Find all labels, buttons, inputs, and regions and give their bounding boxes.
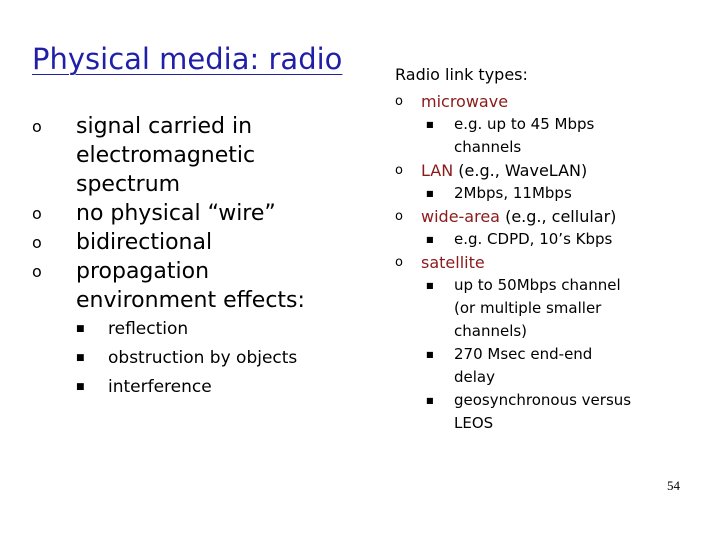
circle-bullet-icon: o [32,204,42,223]
subbullet-text: interference [108,377,212,397]
bullet-line: electromagnetic [76,143,256,168]
circle-bullet-icon: o [32,233,42,252]
bullet-line: propagation [76,259,210,284]
link-type-label: microwave [421,92,509,111]
circle-bullet-icon: o [395,255,403,270]
subbullet-wide-area [395,228,695,251]
subbullet-lan [395,182,695,205]
link-type-label: wide-area [421,207,500,226]
bullet-line: spectrum [76,172,181,197]
bullet-signal [32,112,332,199]
square-bullet-icon: ■ [426,189,434,198]
subbullet-line: delay [454,368,495,386]
subbullet-line: (or multiple smaller [454,299,602,317]
page-title: Physical media: radio [32,42,343,76]
square-bullet-icon: ■ [426,396,434,405]
subbullet-obstruction [32,344,332,373]
circle-bullet-icon: o [32,117,42,136]
square-bullet-icon: ■ [426,350,434,359]
bullet-text: bidirectional [76,230,213,255]
bullet-no-wire [32,199,332,228]
square-bullet-icon: ■ [76,353,85,363]
subbullet-line: 2Mbps, 11Mbps [454,184,572,202]
subbullet-line: LEOS [454,414,494,432]
bullet-lan [395,159,695,182]
link-type-label: LAN [421,161,454,180]
subbullet-line: channels [454,138,522,156]
bullet-microwave [395,90,695,113]
square-bullet-icon: ■ [426,235,434,244]
subbullet-line: geosynchronous versus [454,391,632,409]
bullet-satellite [395,251,695,274]
subbullet-line: e.g. CDPD, 10’s Kbps [454,230,613,248]
subbullet-microwave [395,113,695,159]
bullet-text: no physical “wire” [76,201,276,226]
subbullet-line: up to 50Mbps channel [454,276,621,294]
link-type-label: satellite [421,253,485,272]
subbullet-text: obstruction by objects [108,348,298,368]
bullet-wide-area [395,205,695,228]
subbullet-satellite-delay [395,343,695,389]
subbullet-line: e.g. up to 45 Mbps [454,115,595,133]
subbullet-interference [32,373,332,402]
subbullet-reflection [32,315,332,344]
radio-link-types [395,64,695,435]
circle-bullet-icon: o [395,163,403,178]
subbullet-satellite-orbit [395,389,695,435]
bullet-line: signal carried in [76,114,253,139]
link-type-example: (e.g., WaveLAN) [453,161,588,180]
subbullet-text: reflection [108,319,189,339]
square-bullet-icon: ■ [76,324,85,334]
square-bullet-icon: ■ [426,281,434,290]
subbullet-satellite-speed [395,274,695,343]
subbullet-line: 270 Msec end-end [454,345,593,363]
bullet-line: environment effects: [76,288,305,313]
page-number: 54 [667,478,680,493]
section-heading: Radio link types: [395,65,528,84]
bullet-bidirectional [32,228,332,257]
bullet-propagation [32,257,332,315]
square-bullet-icon: ■ [426,120,434,129]
link-type-example: (e.g., cellular) [499,207,617,226]
square-bullet-icon: ■ [76,382,85,392]
circle-bullet-icon: o [395,94,403,109]
circle-bullet-icon: o [395,209,403,224]
left-bullet-list [32,112,332,402]
subbullet-line: channels) [454,322,528,340]
circle-bullet-icon: o [32,262,42,281]
